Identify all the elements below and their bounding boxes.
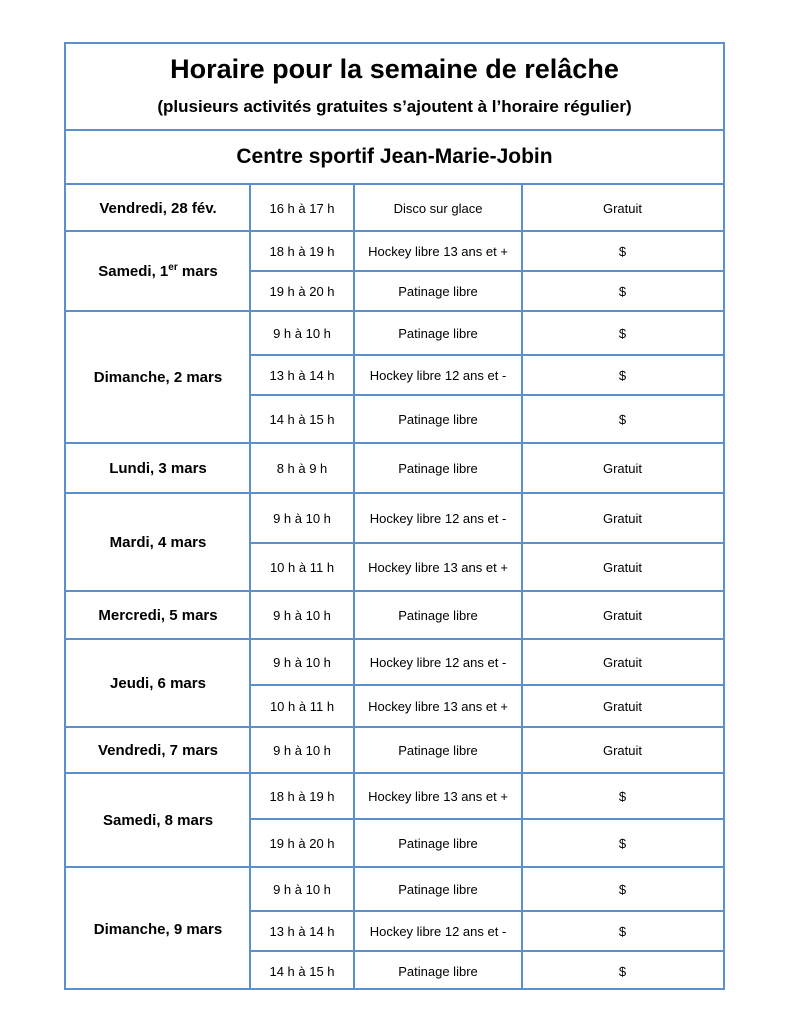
time-cell: 10 h à 11 h <box>269 560 335 575</box>
activity-cell: Patinage libre <box>398 412 478 427</box>
time-cell: 13 h à 14 h <box>269 924 335 939</box>
day-label: Mardi, 4 mars <box>109 534 207 551</box>
time-cell: 10 h à 11 h <box>269 699 335 714</box>
activity-cell: Patinage libre <box>398 461 478 476</box>
activity-cell: Hockey libre 13 ans et + <box>368 699 508 714</box>
day-label: Dimanche, 2 mars <box>93 369 223 386</box>
activity-cell: Patinage libre <box>398 836 478 851</box>
price-cell: $ <box>618 964 627 979</box>
activity-cell: Patinage libre <box>398 326 478 341</box>
time-cell: 19 h à 20 h <box>269 836 335 851</box>
price-cell: Gratuit <box>602 655 643 670</box>
price-cell: Gratuit <box>602 461 643 476</box>
price-cell: $ <box>618 412 627 427</box>
day-label: Lundi, 3 mars <box>109 460 207 477</box>
activity-cell: Hockey libre 12 ans et - <box>369 924 507 939</box>
day-label: Samedi, 8 mars <box>102 812 214 829</box>
activity-cell: Patinage libre <box>398 964 478 979</box>
day-label: Vendredi, 28 fév. <box>99 200 217 217</box>
page-subtitle: (plusieurs activités gratuites s’ajoutent à l’horaire régulier) <box>157 97 632 116</box>
activity-cell: Disco sur glace <box>393 201 483 216</box>
activity-cell: Hockey libre 12 ans et - <box>369 511 507 526</box>
price-cell: $ <box>618 882 627 897</box>
activity-cell: Hockey libre 13 ans et + <box>368 789 508 804</box>
document-header <box>66 44 723 131</box>
time-cell: 14 h à 15 h <box>269 412 335 427</box>
activity-cell: Patinage libre <box>398 608 478 623</box>
time-cell: 9 h à 10 h <box>273 743 331 758</box>
time-cell: 18 h à 19 h <box>269 789 335 804</box>
price-cell: Gratuit <box>602 201 643 216</box>
day-label: Dimanche, 9 mars <box>93 921 223 938</box>
price-cell: Gratuit <box>602 699 643 714</box>
price-cell: $ <box>618 284 627 299</box>
price-cell: $ <box>618 326 627 341</box>
time-cell: 14 h à 15 h <box>269 964 335 979</box>
price-cell: Gratuit <box>602 743 643 758</box>
time-cell: 13 h à 14 h <box>269 368 335 383</box>
time-cell: 16 h à 17 h <box>269 201 335 216</box>
price-cell: $ <box>618 244 627 259</box>
time-cell: 9 h à 10 h <box>273 608 331 623</box>
day-label: Vendredi, 7 mars <box>97 742 219 759</box>
schedule-document <box>64 42 725 990</box>
schedule-table <box>66 185 723 988</box>
activity-cell: Hockey libre 13 ans et + <box>368 244 508 259</box>
activity-cell: Patinage libre <box>398 882 478 897</box>
activity-cell: Hockey libre 12 ans et - <box>369 655 507 670</box>
time-cell: 9 h à 10 h <box>273 511 331 526</box>
activity-cell: Hockey libre 12 ans et - <box>369 368 507 383</box>
price-cell: $ <box>618 789 627 804</box>
activity-cell: Patinage libre <box>398 743 478 758</box>
day-label: Mercredi, 5 mars <box>98 607 218 624</box>
time-cell: 9 h à 10 h <box>273 655 331 670</box>
price-cell: Gratuit <box>602 511 643 526</box>
time-cell: 9 h à 10 h <box>273 882 331 897</box>
time-cell: 9 h à 10 h <box>273 326 331 341</box>
price-cell: Gratuit <box>602 608 643 623</box>
venue-name: Centre sportif Jean-Marie-Jobin <box>66 131 723 185</box>
activity-cell: Patinage libre <box>398 284 478 299</box>
price-cell: $ <box>618 836 627 851</box>
time-cell: 18 h à 19 h <box>269 244 335 259</box>
price-cell: Gratuit <box>602 560 643 575</box>
day-label: Samedi, 1er mars <box>98 262 218 280</box>
time-cell: 8 h à 9 h <box>276 461 328 476</box>
day-label: Jeudi, 6 mars <box>110 675 206 692</box>
time-cell: 19 h à 20 h <box>269 284 335 299</box>
page-title: Horaire pour la semaine de relâche <box>170 54 619 84</box>
activity-cell: Hockey libre 13 ans et + <box>368 560 508 575</box>
price-cell: $ <box>618 368 627 383</box>
price-cell: $ <box>618 924 627 939</box>
